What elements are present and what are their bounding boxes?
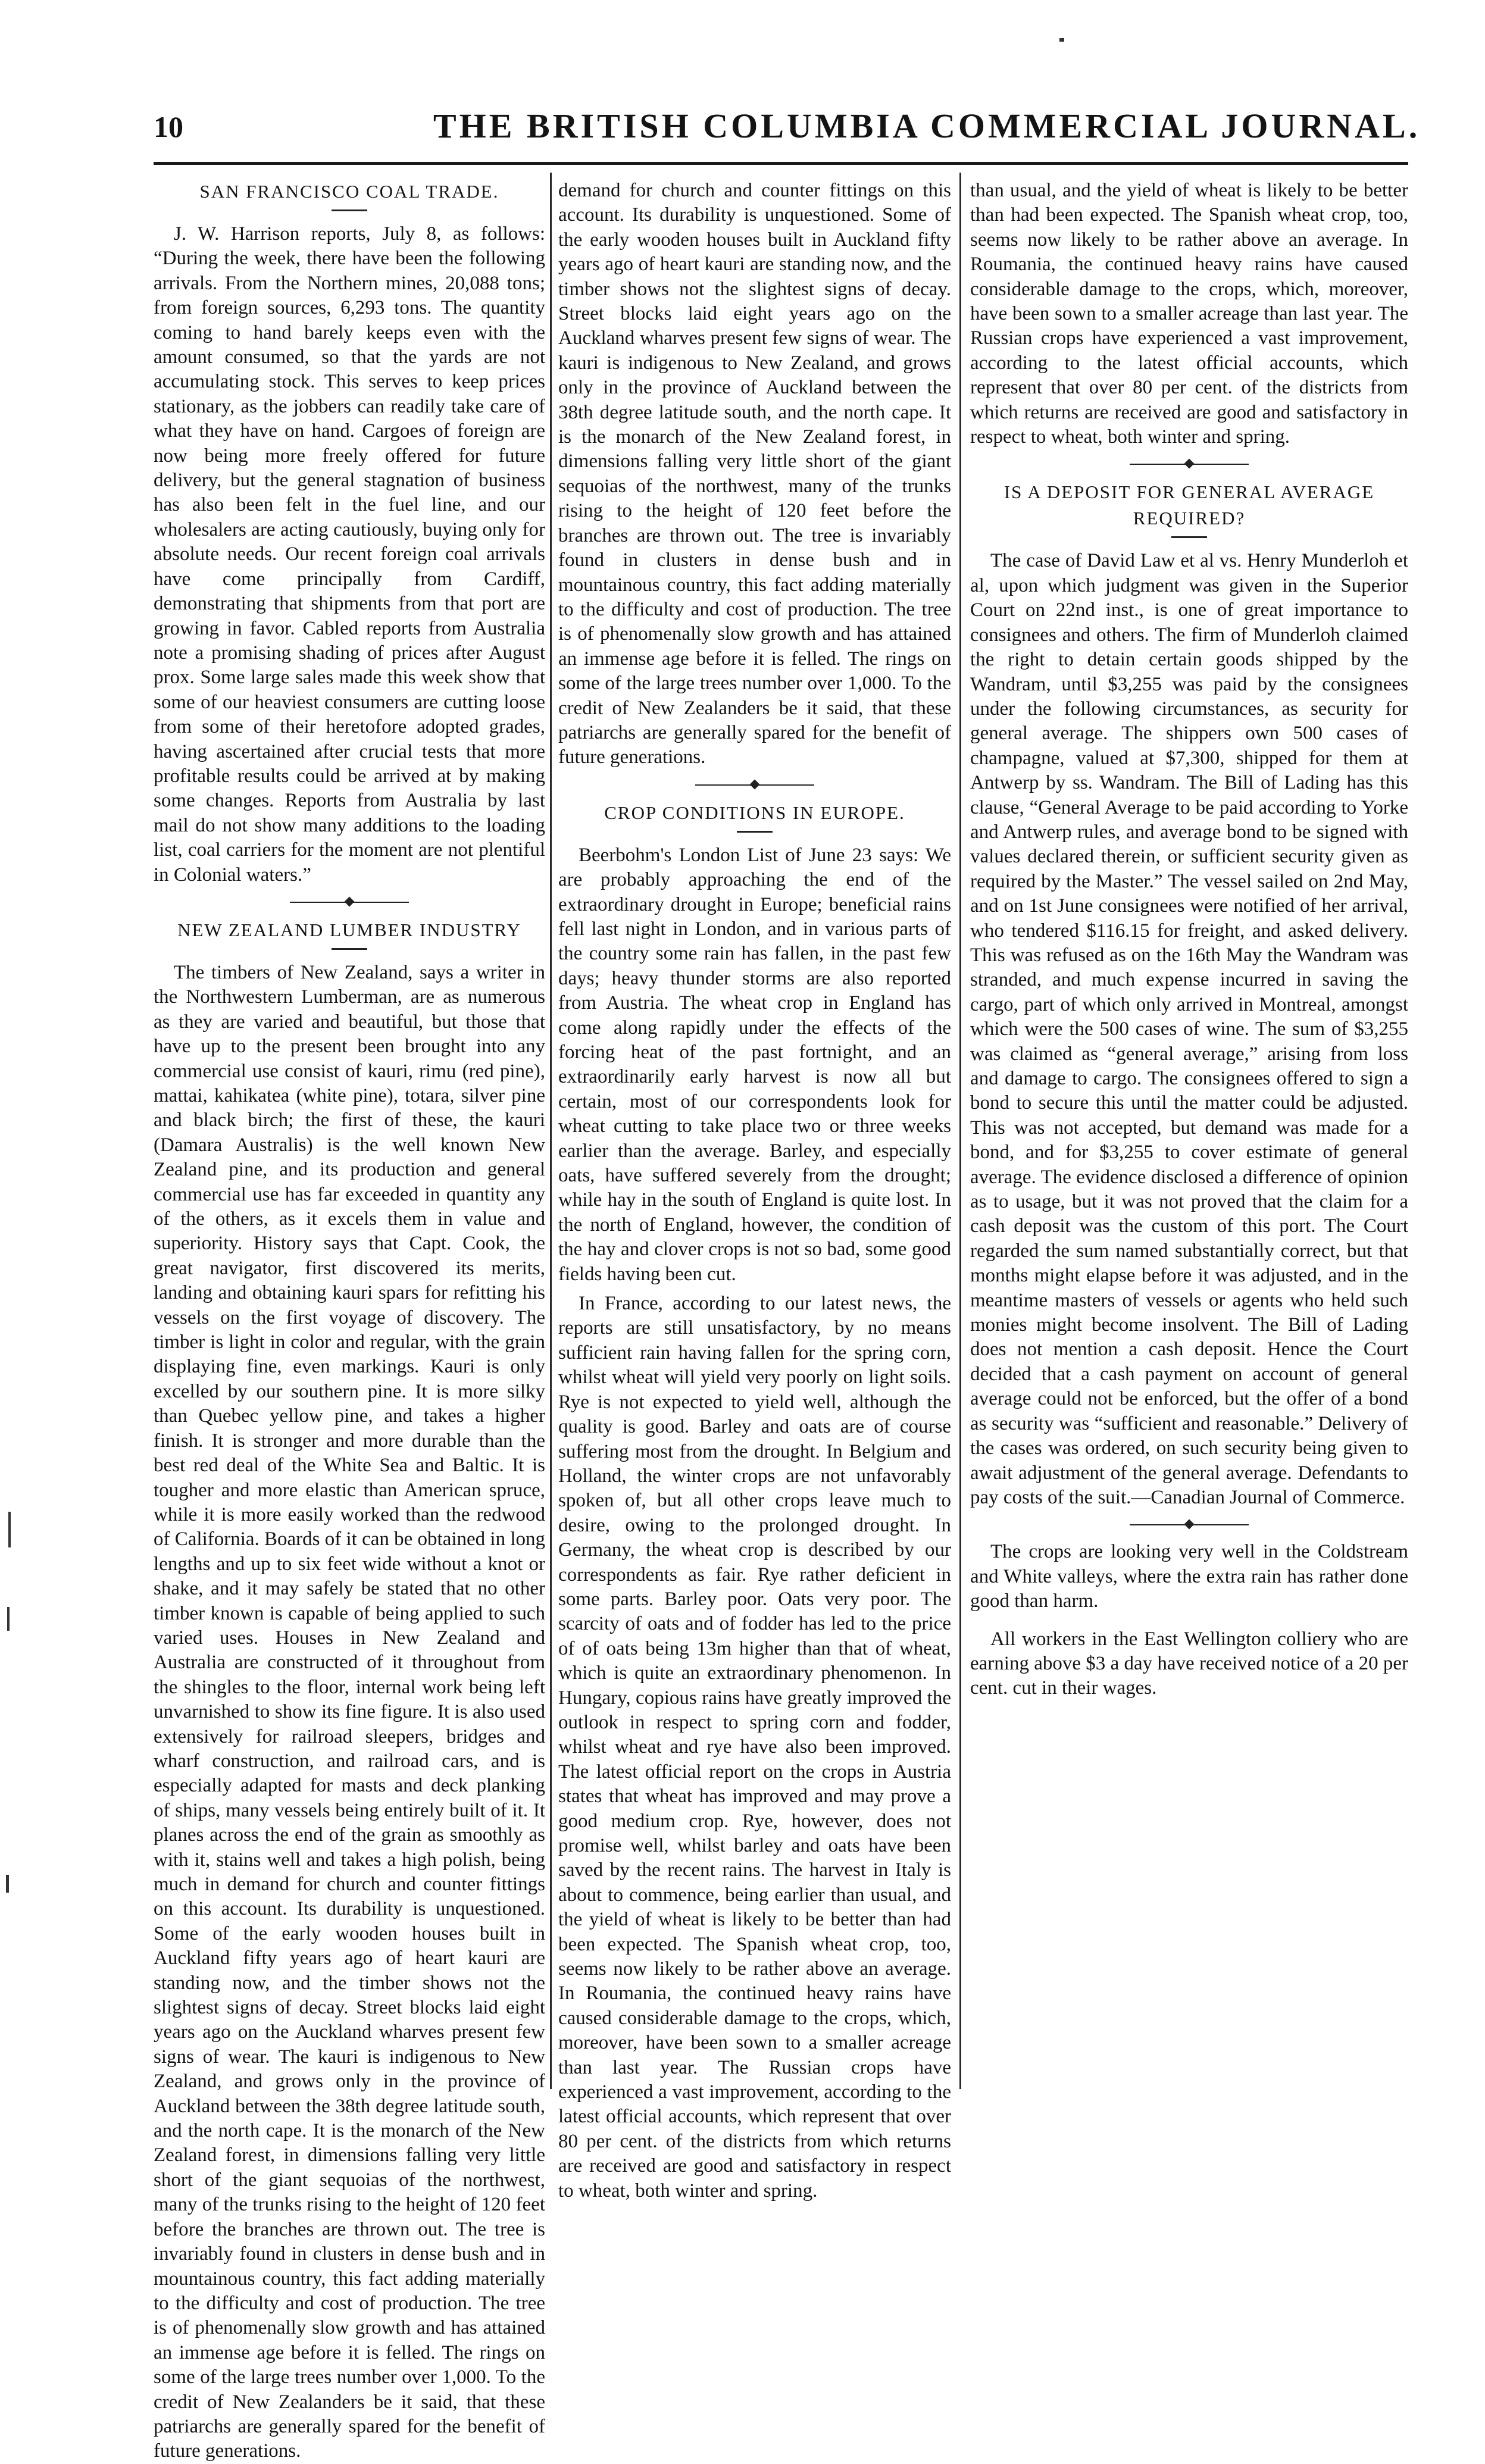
title-dash [737,831,773,833]
article-title-crops: CROP CONDITIONS IN EUROPE. [604,802,905,823]
column-3 [970,179,1408,2101]
section-ornament [970,1515,1408,1535]
title-dash [332,948,367,950]
page-number: 10 [154,110,183,143]
article-body-deposit: The case of David Law et al vs. Henry Munderloh et al, upon which judgment was given in the Superior Court on 22nd inst., is one of great importance to consignees and others. The firm of Munderloh claimed the right to detain certain goods shipped by the Wandram, until $3,255 was paid by the consignees under the following circumstances, as security for general average. The shippers own 500 cases of champagne, valued at $7,300, shipped for them at Antwerp by ss. Wandram. The Bill of Lading has this clause, “General Average to be paid according to Yorke and Antwerp rules, and average bond to be signed with values declared therein, or sufficient security given as required by the Master.” The vessel sailed on 2nd May, and on 1st June consignees were notified of her arrival, who tendered $116.15 for freight, and asked delivery. This was refused as on the 16th May the Wandram was stranded, and much expense incurred in saving the cargo, part of which only arrived in Montreal, amongst which were the 500 cases of wine. The sum of $3,255 was claimed as “general average,” arising from loss and damage to cargo. The consignees offered to sign a bond to secure this until the matter could be adjusted. This was not accepted, but demand was made for a bond, and for $3,255 to cover estimate of general average. The evidence disclosed a difference of opinion as to usage, but it was not proved that the claim for a cash deposit was the custom of this port. The Court regarded the sum named substantially correct, but that months might elapse before it was adjusted, and in the meantime masters of vessels or agents who held such monies might become insolvent. The Bill of Lading does not mention a cash deposit. Hence the Court decided that a cash payment on account of general average could not be enforced, but the offer of a bond as security was “sufficient and reasonable.” Delivery of the cases was ordered, on such security being given to await adjustment of the general average. Defendants to pay costs of the suit.—Canadian Journal of Commerce. [970,550,1408,1508]
section-ornament [154,892,545,912]
scan-speck [1059,38,1064,42]
news-note-colliery: All workers in the East Wellington colliery who are earning above $3 a day have received notice of a 20 per cent. cut in their wages. [970,1628,1408,1699]
article-body-coal: J. W. Harrison reports, July 8, as follows: “During the week, there have been the following arrivals. From the Northern mines, 20,088 tons; from foreign sources, 6,293 tons. The quantity coming to hand barely keeps even with the amount consumed, so that the yards are not accumulating stock. This serves to keep prices stationary, as the jobbers can readily take care of what they have on hand. Cargoes of foreign are now being more freely offered for future delivery, but the general stagnation of business has also been felt in the fuel line, and our wholesalers are acting cautiously, buying only for absolute needs. Our recent foreign coal arrivals have come principally from Cardiff, demonstrating that shipments from that port are growing in favor. Cabled reports from Australia note a promising shading of prices after August prox. Some large sales made this week show that some of our heaviest consumers are cutting loose from some of their heretofore adopted grades, having ascertained after crucial tests that more profitable results could be arrived at by making some changes. Reports from Australia by last mail do not show many additions to the loading list, coal carriers for the moment are not plentiful in Colonial waters.” [154,223,545,886]
article-body-crops-cont: than usual, and the yield of wheat is likely to be better than had been expected. The Spanish wheat crop, too, seems now likely to be rather above an average. In Roumania, the continued heavy rains have caused considerable damage to the crops, which, moreover, have been sown to a smaller acreage than last year. The Russian crops have experienced a vast improvement, according to the latest official accounts, which represent that over 80 per cent. of the districts from which returns are received are good and satisfactory in respect to wheat, both winter and spring. [970,180,1408,448]
article-title-lumber: NEW ZEALAND LUMBER INDUSTRY [177,919,521,940]
journal-title: THE BRITISH COLUMBIA COMMERCIAL JOURNAL. [433,107,1421,145]
column-rule-1 [550,173,552,2089]
page-header [154,102,1421,145]
article-title-coal: SAN FRANCISCO COAL TRADE. [199,181,499,202]
header-rule [154,162,1408,165]
title-dash [332,209,367,211]
title-dash [1171,536,1207,538]
news-note-crops: The crops are looking very well in the Coldstream and White valleys, where the extra rain has rather done good than harm. [970,1541,1408,1612]
column-2 [558,179,951,2202]
scan-speck [6,1875,9,1893]
section-ornament [970,454,1408,474]
article-body-crops-2: In France, according to our latest news, the reports are still unsatisfactory, by no means sufficient rain having fallen for the spring corn, whilst wheat will yield very poorly on light soils. Rye is not expected to yield well, although the quality is good. Barley and oats are of course suffering most from the drought. In Belgium and Holland, the winter crops are not unfavorably spoken of, but all other crops leave much to desire, owing to the prolonged drought. In Germany, the wheat crop is described by our correspondents as fair. Rye rather deficient in some parts. Barley poor. Oats very poor. The scarcity of oats and of fodder has led to the price of of oats being 13m higher than that of wheat, which is quite an extraordinary phenomenon. In Hungary, copious rains have greatly improved the outlook in respect to spring corn and fodder, whilst wheat and rye have also been improved. The latest official report on the crops in Austria states that wheat has improved and may prove a good medium crop. Rye, however, does not promise well, whilst barley and oats have been saved by the recent rains. The harvest in Italy is about to commence, being earlier than usual, and the yield of wheat is likely to be better than had been expected. The Spanish wheat crop, too, seems now likely to be rather above an average. In Roumania, the continued heavy rains have caused considerable damage to the crops, which, moreover, have been sown to a smaller acreage than last year. The Russian crops have experienced a vast improvement, according to the latest official accounts, which represent that over 80 per cent. of the districts from which returns are received are good and satisfactory in respect to wheat, both winter and spring. [558,1293,951,2202]
column-1 [154,179,546,2462]
column-rule-2 [959,173,961,2089]
article-title-deposit: IS A DEPOSIT FOR GENERAL AVERAGE REQUIRED? [1003,481,1375,529]
scan-speck [8,1512,11,1547]
scan-speck [7,1607,10,1631]
section-ornament [558,775,951,795]
article-body-lumber: The timbers of New Zealand, says a writer in the Northwestern Lumberman, are as numerous as they are varied and beautiful, but those that have up to the present been brought into any commercial use consist of kauri, rimu (red pine), mattai, kahikatea (white pine), totara, silver pine and black birch; the first of these, the kauri (Damara Australis) is the well known New Zealand pine, and its production and general commercial use has far exceeded in quantity any of the others, as it excels them in value and superiority. History says that Capt. Cook, the great navigator, first discovered its merits, landing and obtaining kauri spars for refitting his vessels on the first voyage of discovery. The timber is light in color and regular, with the grain displaying fine, even markings. Kauri is only excelled by our southern pine. It is more silky than Quebec yellow pine, and takes a higher finish. It is stronger and more durable than the best red deal of the White Sea and Baltic. It is tougher and more elastic than American spruce, while it is more easily worked than the redwood of California. Boards of it can be obtained in long lengths and up to six feet wide without a knot or shake, and it may safely be stated that no other timber known is capable of being applied to such varied uses. Houses in New Zealand and Australia are constructed of it throughout from the shingles to the floor, internal work being left unvarnished to show its fine figure. It is also used extensively for railroad sleepers, bridges and wharf construction, and railroad cars, and is especially adapted for masts and deck planking of ships, many vessels being entirely built of it. It planes across the end of the grain as smoothly as with it, stains well and takes a high polish, being much in demand for church and counter fittings on this account. Its durability is unquestioned. Some of the early wooden houses built in Auckland fifty years ago of heart kauri are standing now, and the timber shows not the slightest signs of decay. Street blocks laid eight years ago on the Auckland wharves present few signs of wear. The kauri is indigenous to New Zealand, and grows only in the province of Auckland between the 38th degree latitude south, and the north cape. It is the monarch of the New Zealand forest, in dimensions falling very little short of the giant sequoias of the northwest, many of the trunks rising to the height of 120 feet before the branches are thrown out. The tree is invariably found in clusters in dense bush and in mountainous country, this fact adding materially to the difficulty and cost of production. The tree is of phenomenally slow growth and has attained an immense age before it is felled. The rings on some of the large trees number over 1,000. To the credit of New Zealanders be it said, that these patriarchs are generally spared for the benefit of future generations. [154,961,546,2462]
article-body-lumber-cont: demand for church and counter fittings on this account. Its durability is unquestioned. Some of the early wooden houses built in Auckland fifty years ago of heart kauri are standing now, and the timber shows not the slightest signs of decay. Street blocks laid eight years ago on the Auckland wharves present few signs of wear. The kauri is indigenous to New Zealand, and grows only in the province of Auckland between the 38th degree latitude south, and the north cape. It is the monarch of the New Zealand forest, in dimensions falling very little short of the giant sequoias of the northwest, many of the trunks rising to the height of 120 feet before the branches are thrown out. The tree is invariably found in clusters in dense bush and in mountainous country, this fact adding materially to the difficulty and cost of production. The tree is of phenomenally slow growth and has attained an immense age before it is felled. The rings on some of the large trees number over 1,000. To the credit of New Zealanders be it said, that these patriarchs are generally spared for the benefit of future generations. [558,180,951,768]
article-body-crops-1: Beerbohm's London List of June 23 says: We are probably approaching the end of the extraordinary drought in Europe; beneficial rains fell last night in London, and in various parts of the country some rain has fallen, in the past few days; heavy thunder storms are also reported from Austria. The wheat crop in England has come along rapidly under the effects of the forcing heat of the past fortnight, and an extraordinarily early harvest is now all but certain, most of our correspondents look for wheat cutting to take place two or three weeks earlier than the average. Barley, and especially oats, have suffered severely from the drought; while hay in the south of England is quite lost. In the north of England, however, the condition of the hay and clover crops is not so bad, some good fields having been cut. [558,844,951,1285]
